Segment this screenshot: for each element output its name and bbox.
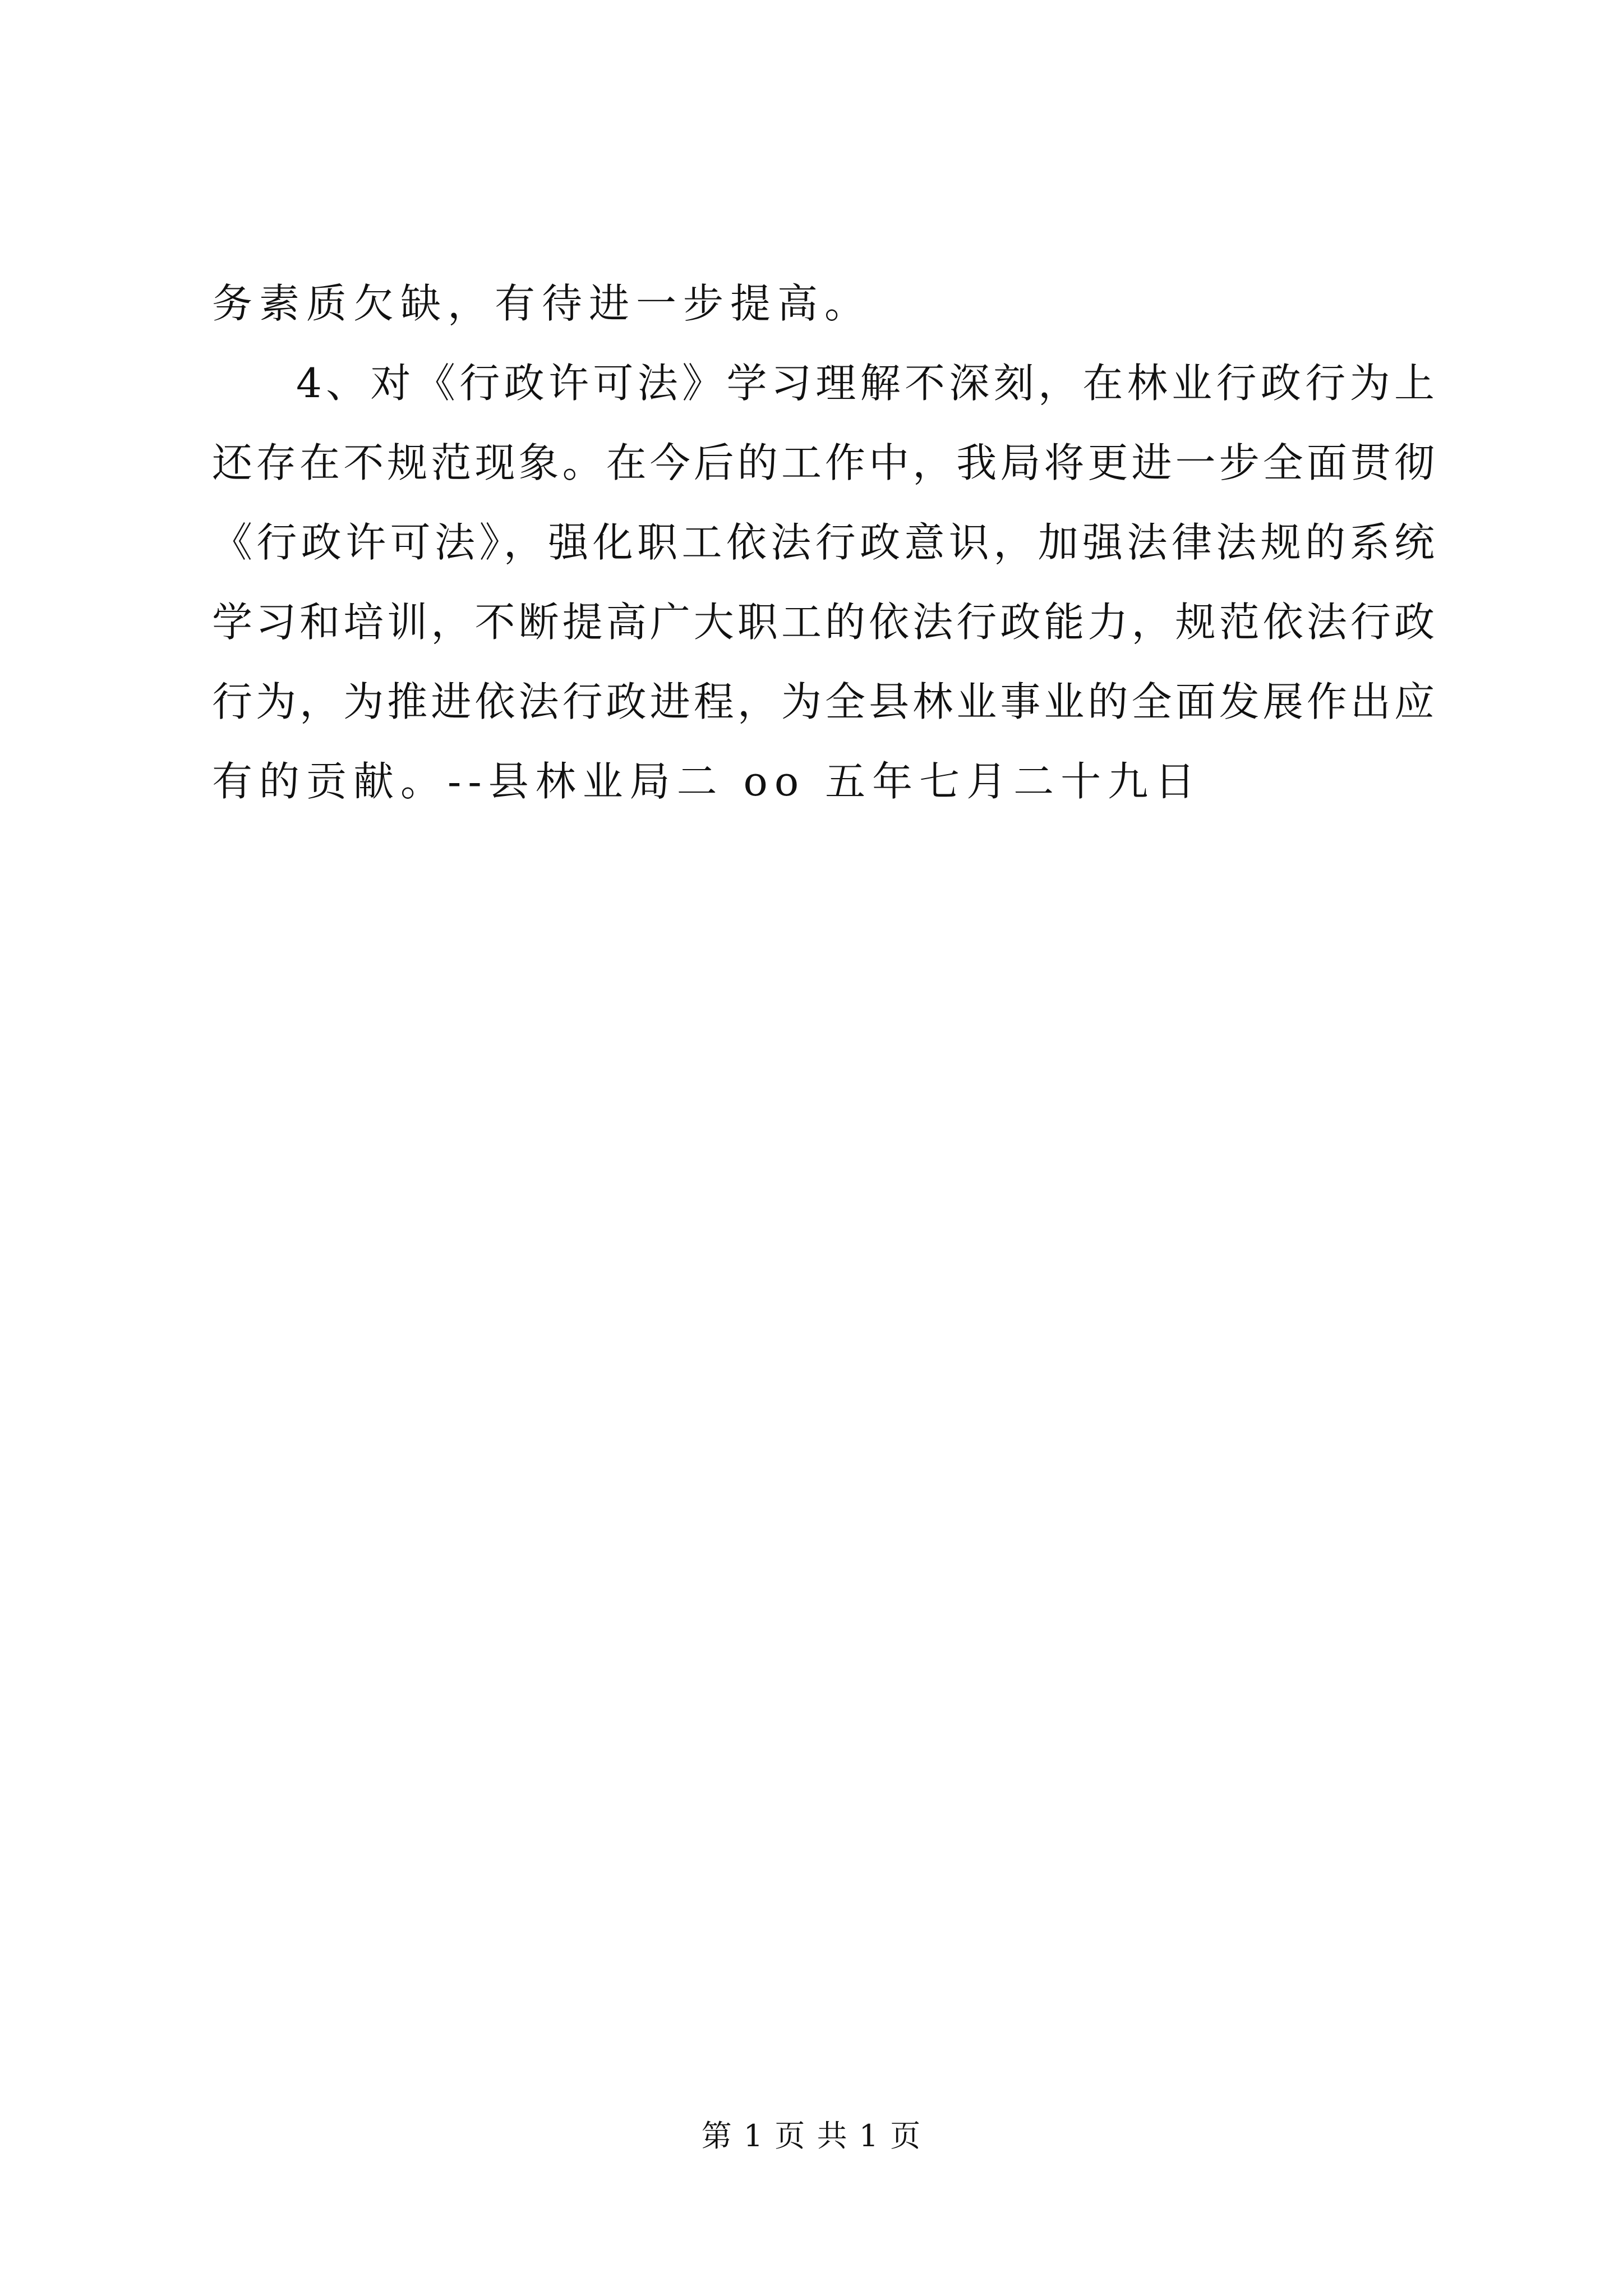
page-footer: 第 1 页 共 1 页 <box>701 2118 922 2154</box>
text-line-1: 务素质欠缺，有待进一步提高。 <box>212 280 872 327</box>
text-line-6: 行为，为推进依法行政进程，为全县林业事业的全面发展作出应 <box>212 678 1435 725</box>
text-line-4: 《行政许可法》，强化职工依法行政意识，加强法律法规的系统 <box>212 519 1435 566</box>
text-line-5: 学习和培训，不断提高广大职工的依法行政能力，规范依法行政 <box>212 599 1435 646</box>
text-line-3: 还存在不规范现象。在今后的工作中，我局将更进一步全面贯彻 <box>212 439 1435 486</box>
text-line-2: 4、对《行政许可法》学习理解不深刻，在林业行政行为上 <box>296 360 1435 407</box>
document-body <box>212 264 1435 821</box>
text-line-7: 有的贡献。--县林业局二 oo 五年七月二十九日 <box>212 758 1202 805</box>
